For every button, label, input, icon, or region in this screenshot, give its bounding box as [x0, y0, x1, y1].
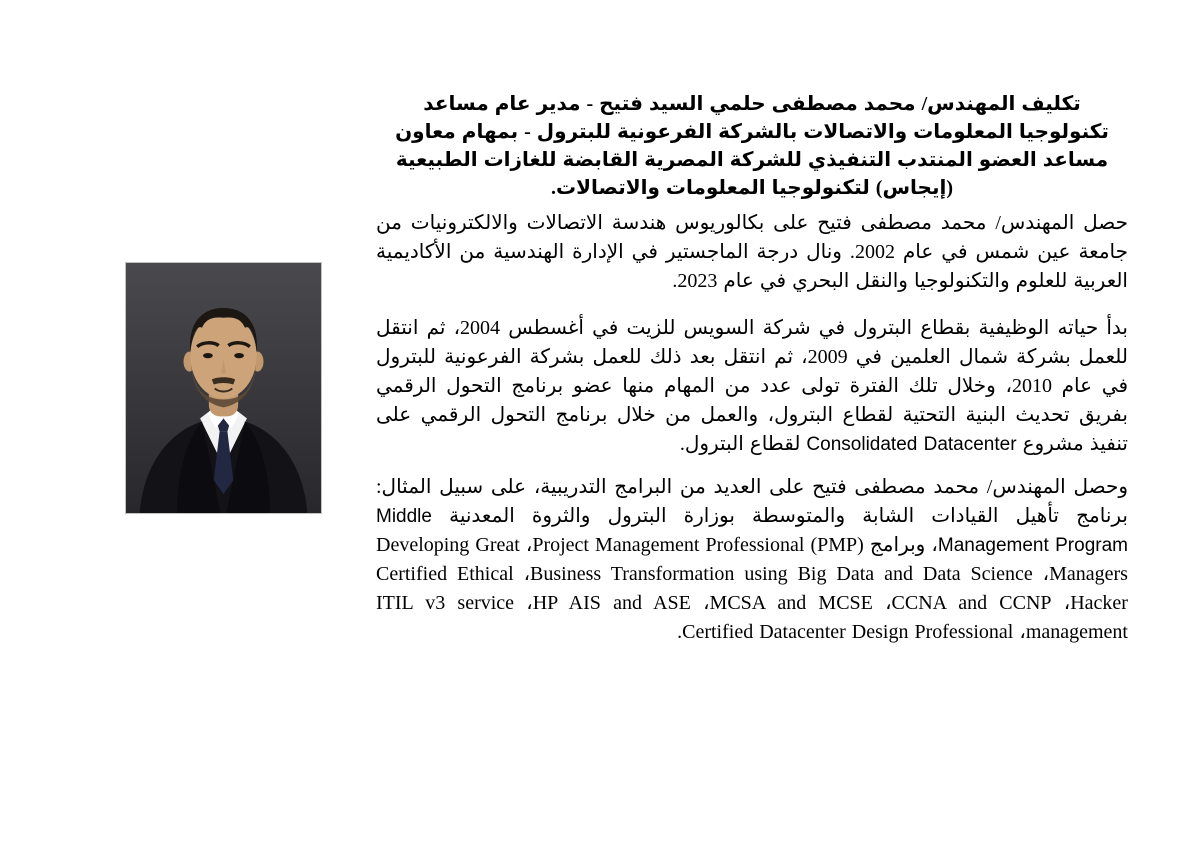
paragraph-training [376, 473, 1128, 647]
text-run-arabic: حصل المهندس/ محمد مصطفى فتيح على بكالوريوس هندسة الاتصالات والالكترونيات من جامعة عين شمس في عام 2002. ونال درجة الماجستير في الإدارة الهندسية من الأكاديمية العربية للعلوم والتكنولوجيا والنقل البحري في عام 2023. [376, 212, 1128, 292]
text-run-arabic: ‏، [690, 592, 710, 614]
text-run-latin-serif: Certified Datacenter Design Professional. [677, 621, 1014, 643]
paragraph-education [376, 209, 1128, 296]
text-run-latin-serif: ITIL v3 service management [376, 592, 1128, 643]
text-run-latin-serif: CCNA and CCNP [891, 592, 1052, 614]
text-run-arabic: لقطاع البترول. [679, 433, 807, 455]
portrait-illustration [126, 263, 321, 513]
text-run-latin-serif: Project Management Professional (PMP) [532, 534, 864, 556]
text-run-arabic: وحصل المهندس/ محمد مصطفى فتيح على العديد من البرامج التدريبية، على سبيل المثال: برنامج تأهيل القيادات الشابة والمتوسطة بوزارة البترول والثروة المعدنية [376, 476, 1128, 527]
text-run-arabic: ‏، وبرامج [863, 534, 938, 556]
text-run-arabic: ‏، [519, 534, 533, 556]
text-run-arabic: ‏، [1013, 621, 1026, 643]
portrait-photo [125, 262, 322, 514]
text-run-latin-serif: Developing Great Managers [376, 534, 1128, 585]
text-run-latin-sans: Middle Management Program [376, 506, 1128, 556]
text-run-latin-serif: Certified Ethical Hacker [376, 563, 1128, 614]
text-run-latin-serif: MCSA and MCSE [709, 592, 873, 614]
eye-left [203, 353, 213, 358]
paragraph-career [376, 314, 1128, 459]
text-run-arabic: ‏، [872, 592, 892, 614]
text-run-latin-sans: Consolidated Datacenter [806, 434, 1017, 455]
text-run-arabic: ‏، [1032, 563, 1050, 585]
text-run-arabic: بدأ حياته الوظيفية بقطاع البترول في شركة السويس للزيت في أغسطس 2004، ثم انتقل للعمل بشركة شمال العلمين في 2009، ثم انتقل بعد ذلك للعمل بشركة الفرعونية للبترول في عام 2010، وخلال تلك الفترة تولى عدد من المهام منها عضو برنامج التحول الرقمي بفريق تحديث البنية التحتية لقطاع البترول، والعمل من خلال برنامج التحول الرقمي على تنفيذ مشروع [376, 317, 1129, 455]
text-run-arabic: ‏، [513, 563, 531, 585]
text-run-arabic: تكليف المهندس/ محمد مصطفى حلمي السيد فتيح - مدير عام مساعد تكنولوجيا المعلومات والاتصالات بالشركة الفرعونية للبترول - بمهام معاون مساعد العضو المنتدب التنفيذي للشركة المصرية القابضة للغازات الطبيعية (إيجاس) لتكنولوجيا المعلومات والاتصالات. [395, 93, 1109, 199]
paragraph-assignment-title [376, 90, 1128, 202]
document-text [376, 90, 1128, 647]
text-run-arabic: ‏، [1051, 592, 1071, 614]
text-run-arabic: ‏، [514, 592, 533, 614]
eye-right [234, 353, 244, 358]
text-run-latin-serif: Business Transformation using Big Data and Data Science [530, 563, 1033, 585]
text-run-latin-serif: HP AIS and ASE [532, 592, 691, 614]
